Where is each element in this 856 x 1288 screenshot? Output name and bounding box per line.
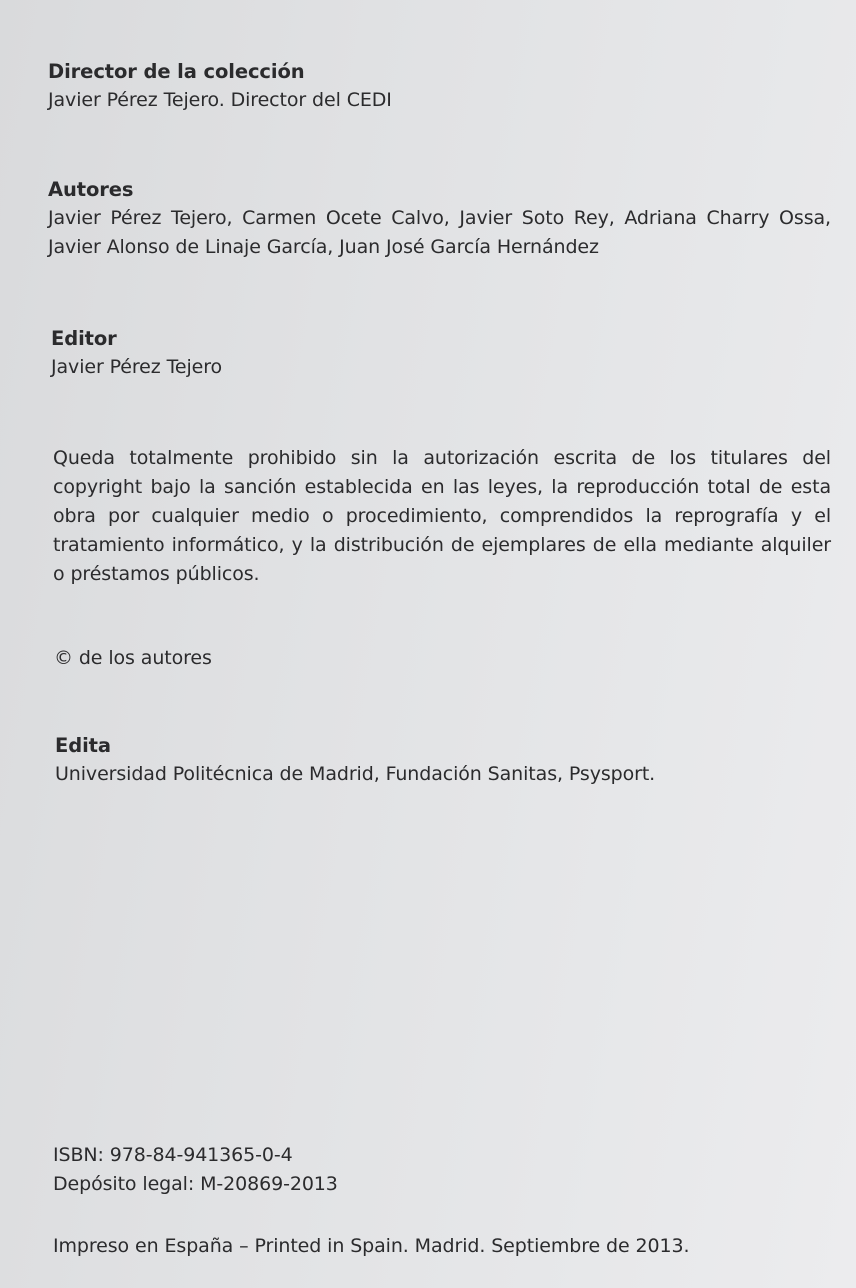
editor-heading: Editor xyxy=(51,327,117,350)
copyright-notice xyxy=(53,444,831,589)
isbn-text: ISBN: 978-84-941365-0-4 xyxy=(53,1144,293,1166)
legal-section xyxy=(53,1141,813,1199)
edita-text: Universidad Politécnica de Madrid, Fundación Sanitas, Psysport. xyxy=(55,763,656,785)
autores-line-2: Javier Alonso de Linaje García, Juan José García Hernández xyxy=(48,236,599,258)
edita-heading: Edita xyxy=(55,734,111,757)
notice-line-2: copyright bajo la sanción establecida en las leyes, la reproducción total de esta xyxy=(53,476,831,498)
director-section xyxy=(48,57,808,115)
notice-line-4: tratamiento informático, y la distribución de ejemplares de ella mediante alquiler xyxy=(53,534,831,556)
editor-text: Javier Pérez Tejero xyxy=(51,356,223,378)
editor-section xyxy=(51,324,811,382)
director-text: Javier Pérez Tejero. Director del CEDI xyxy=(48,89,392,111)
copyright-line xyxy=(54,644,754,673)
impreso-text: Impreso en España – Printed in Spain. Madrid. Septiembre de 2013. xyxy=(53,1235,690,1257)
copyright-text: © de los autores xyxy=(54,647,212,669)
notice-line-3: obra por cualquier medio o procedimiento, comprendidos la reprografía y el xyxy=(53,505,831,527)
edita-section xyxy=(55,731,815,789)
deposito-legal-text: Depósito legal: M-20869-2013 xyxy=(53,1173,338,1195)
notice-line-5: o préstamos públicos. xyxy=(53,563,260,585)
autores-heading: Autores xyxy=(48,178,134,201)
autores-line-1: Javier Pérez Tejero, Carmen Ocete Calvo, Javier Soto Rey, Adriana Charry Ossa, xyxy=(48,207,831,229)
autores-section xyxy=(48,175,831,262)
director-heading: Director de la colección xyxy=(48,60,305,83)
printed-section xyxy=(53,1232,833,1261)
notice-line-1: Queda totalmente prohibido sin la autorización escrita de los titulares del xyxy=(53,447,831,469)
